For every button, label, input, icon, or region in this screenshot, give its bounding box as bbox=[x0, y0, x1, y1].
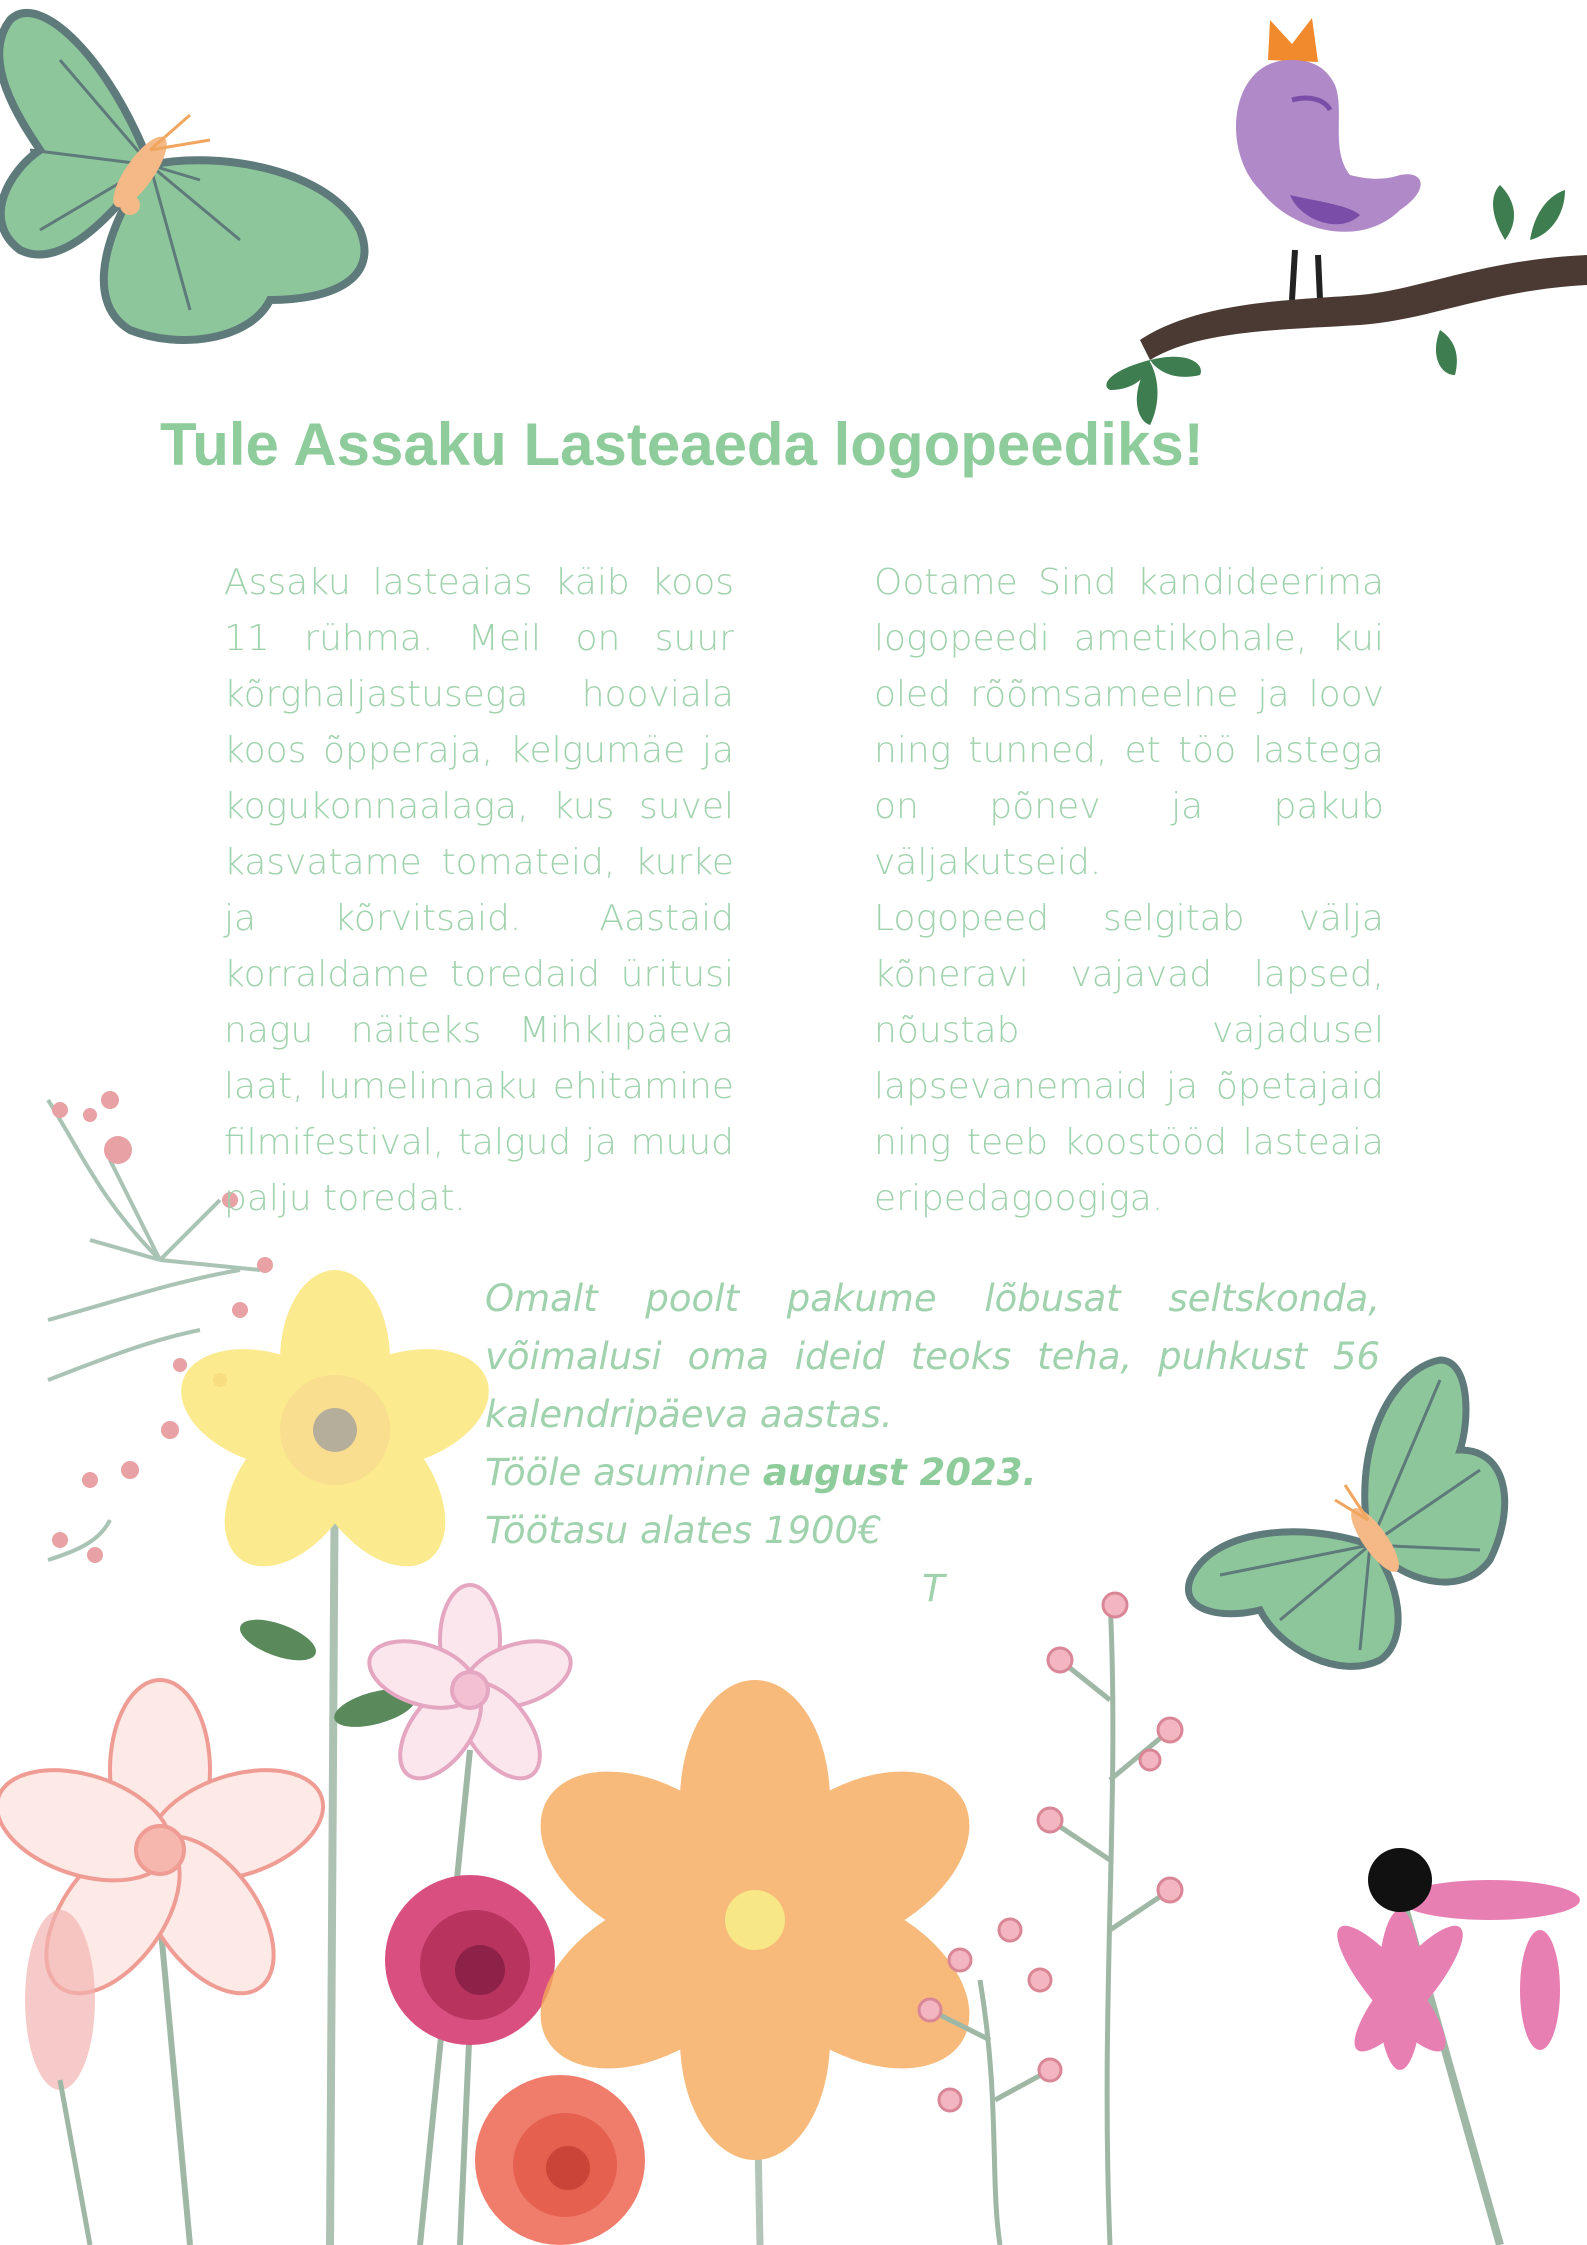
offer-start-value: august 2023. bbox=[762, 1451, 1037, 1494]
left-column-text: Assaku lasteaias käib koos 11 rühma. Meil on suur kõrghaljastusega hooviala koos õpperaja, kelgumäe ja kogukonnaalaga, kus suvel kasvatame tomateid, kurke ja kõrvitsaid. Aastaid korraldame toredaid üritusi nagu näiteks Mihklipäeva laat, lumelinnaku ehitamine filmifestival, talgud ja muud palju toredat. bbox=[224, 562, 734, 1219]
offer-start-label: Tööle asumine bbox=[485, 1451, 752, 1494]
offer-salary: Töötasu alates 1900€ bbox=[485, 1509, 882, 1552]
offer-block bbox=[485, 1270, 1380, 1560]
right-column-paragraph-2: Logopeed selgitab välja kõneravi vajavad lapsed, nõustab vajadusel lapsevanemaid ja õpetajaid ning teeb koostööd lasteaia eripedagoogiga. bbox=[874, 898, 1384, 1219]
butterfly-icon bbox=[0, 13, 364, 340]
page-title: Tule Assaku Lasteaeda logopeediks! bbox=[160, 411, 1204, 478]
bird-icon bbox=[1236, 18, 1421, 300]
right-column-paragraph-1: Ootame Sind kandideerima logopeedi ametikohale, kui oled rõõmsameelne ja loov ning tunned, et töö lastega on põnev ja pakub väljakutseid. bbox=[874, 562, 1384, 883]
right-column bbox=[874, 555, 1384, 1227]
offer-start bbox=[485, 1444, 1380, 1502]
offer-benefits: Omalt poolt pakume lõbusat seltskonda, võimalusi oma ideid teoks teha, puhkust 56 kalendripäeva aastas. bbox=[485, 1277, 1380, 1436]
stray-letter: T bbox=[922, 1567, 945, 1610]
left-column bbox=[224, 555, 734, 1227]
